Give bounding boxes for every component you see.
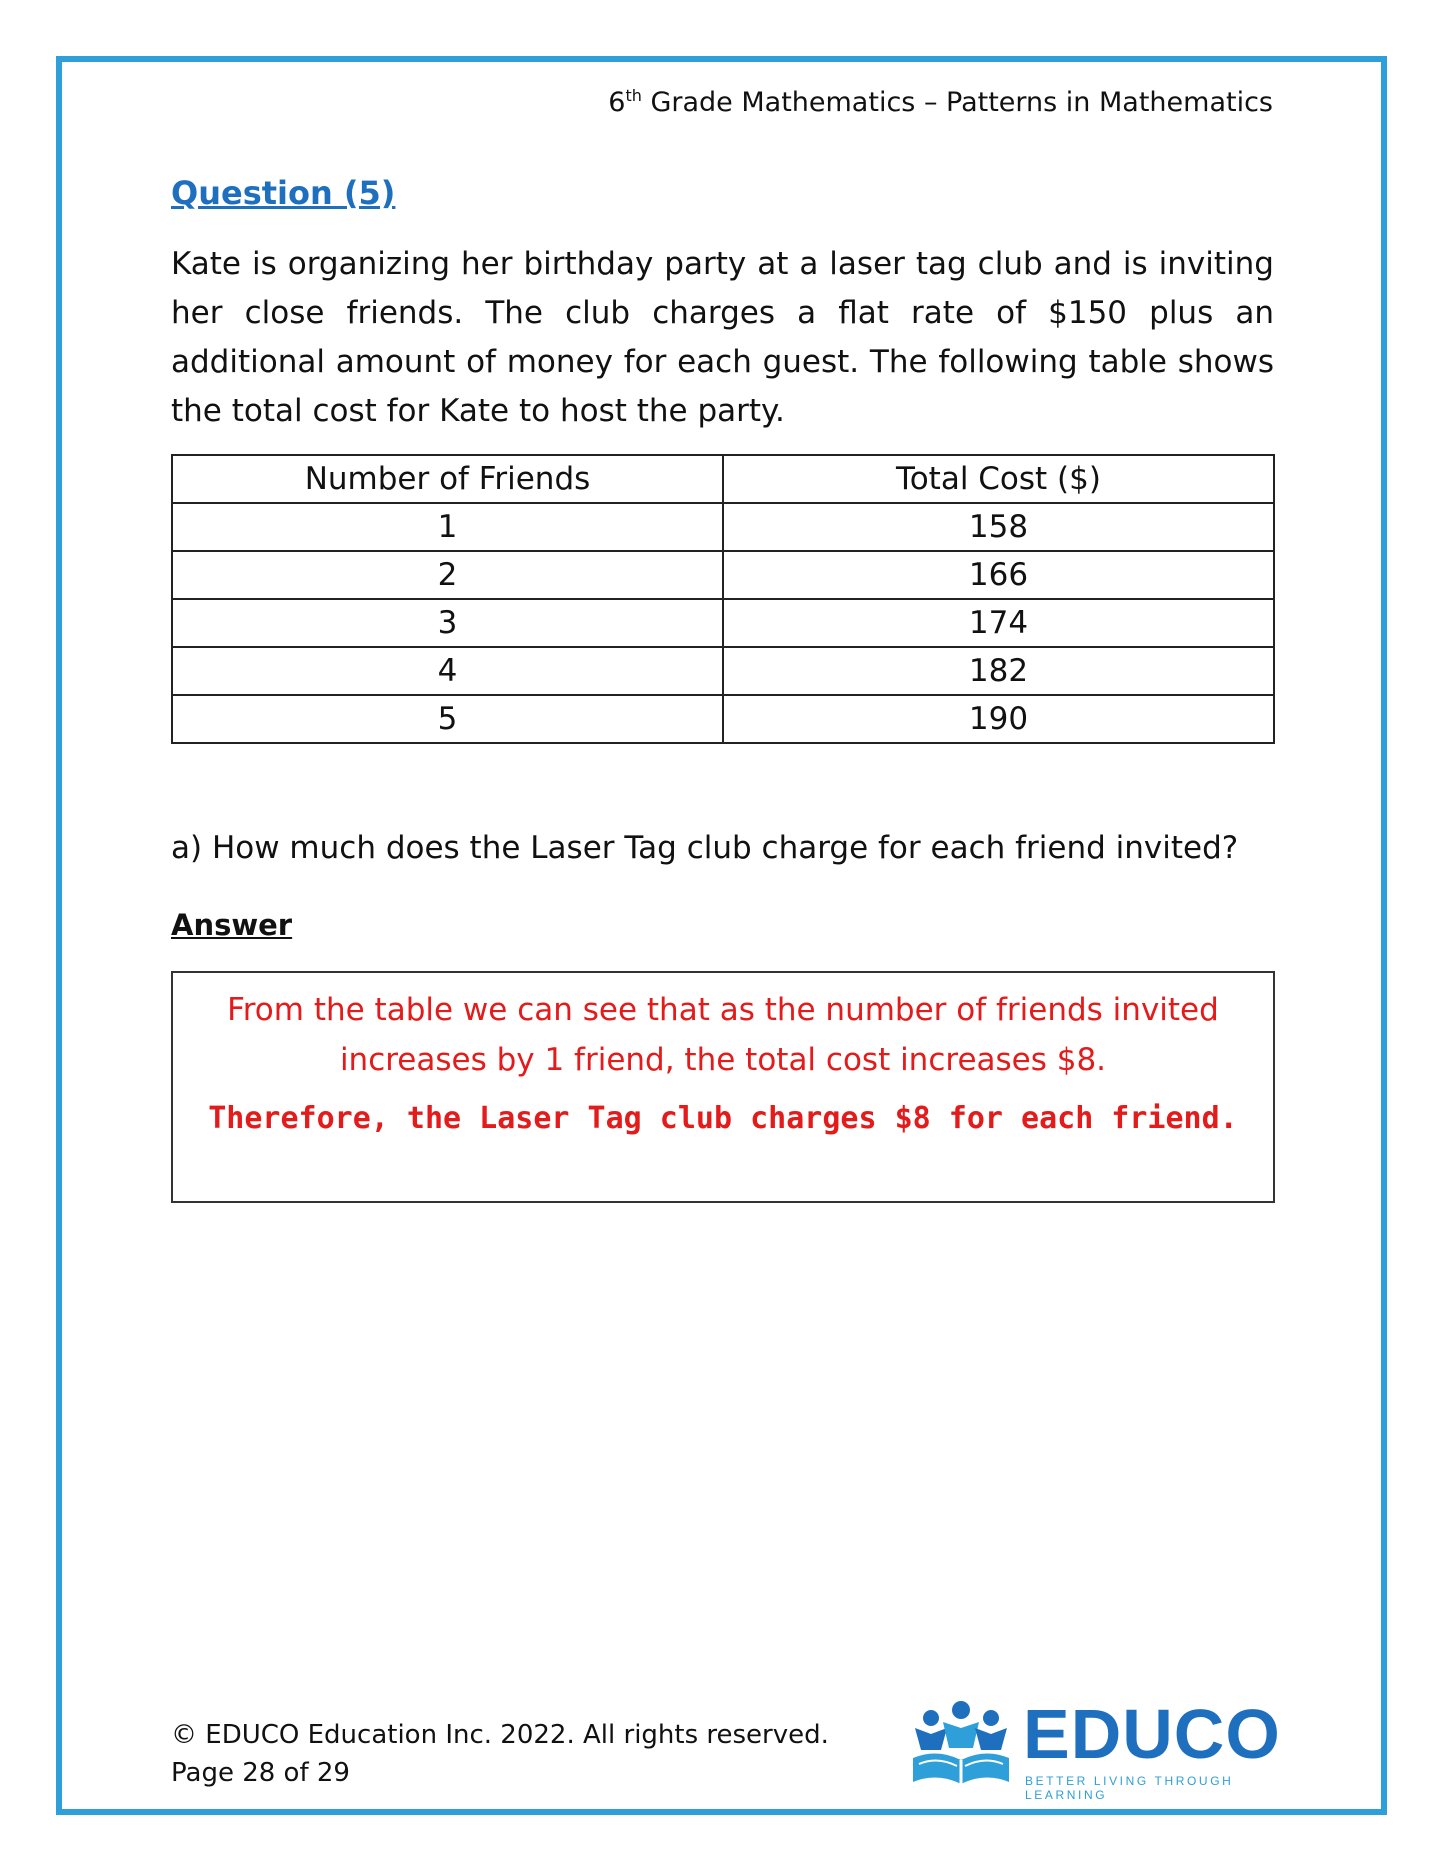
table-row [172,647,1274,695]
question-title: Question (5) [171,174,396,212]
cost-table [171,454,1275,744]
page-footer [171,1716,829,1792]
column-header-friends: Number of Friends [172,455,723,503]
answer-box [171,971,1275,1203]
part-a-question: a) How much does the Laser Tag club charge for each friend invited? [171,830,1239,866]
grade-number: 6 [608,87,626,118]
table-row [172,551,1274,599]
header-title: Grade Mathematics – Patterns in Mathematics [641,87,1273,118]
page-header [608,86,1273,118]
grade-suffix: th [625,86,642,105]
logo-wordmark: EDUCO [1023,1695,1281,1773]
cost-cell: 158 [723,503,1274,551]
table-header-row [172,455,1274,503]
friends-cell: 1 [172,503,723,551]
friends-cell: 2 [172,551,723,599]
answer-conclusion: Therefore, the Laser Tag club charges $8 for each friend. [208,1101,1238,1136]
answer-label: Answer [171,908,293,942]
answer-explanation: From the table we can see that as the number of friends invited increases by 1 friend, the total cost increases $8. [227,992,1219,1078]
table-row [172,503,1274,551]
question-body: Kate is organizing her birthday party at a laser tag club and is inviting her close friends. The club charges a flat rate of $150 plus an additional amount of money for each guest. The following table shows the total cost for Kate to host the party. [171,246,1274,429]
friends-cell: 5 [172,695,723,743]
copyright-notice: © EDUCO Education Inc. 2022. All rights reserved. [171,1720,829,1750]
cost-cell: 166 [723,551,1274,599]
cost-cell: 174 [723,599,1274,647]
cost-cell: 190 [723,695,1274,743]
page-number: Page 28 of 29 [171,1758,350,1788]
friends-cell: 4 [172,647,723,695]
table-row [172,695,1274,743]
book-people-icon [905,1698,1017,1794]
cost-cell: 182 [723,647,1274,695]
column-header-cost: Total Cost ($) [723,455,1274,503]
friends-cell: 3 [172,599,723,647]
table-row [172,599,1274,647]
logo-tagline: BETTER LIVING THROUGH LEARNING [1025,1774,1234,1802]
educo-logo [905,1695,1281,1802]
